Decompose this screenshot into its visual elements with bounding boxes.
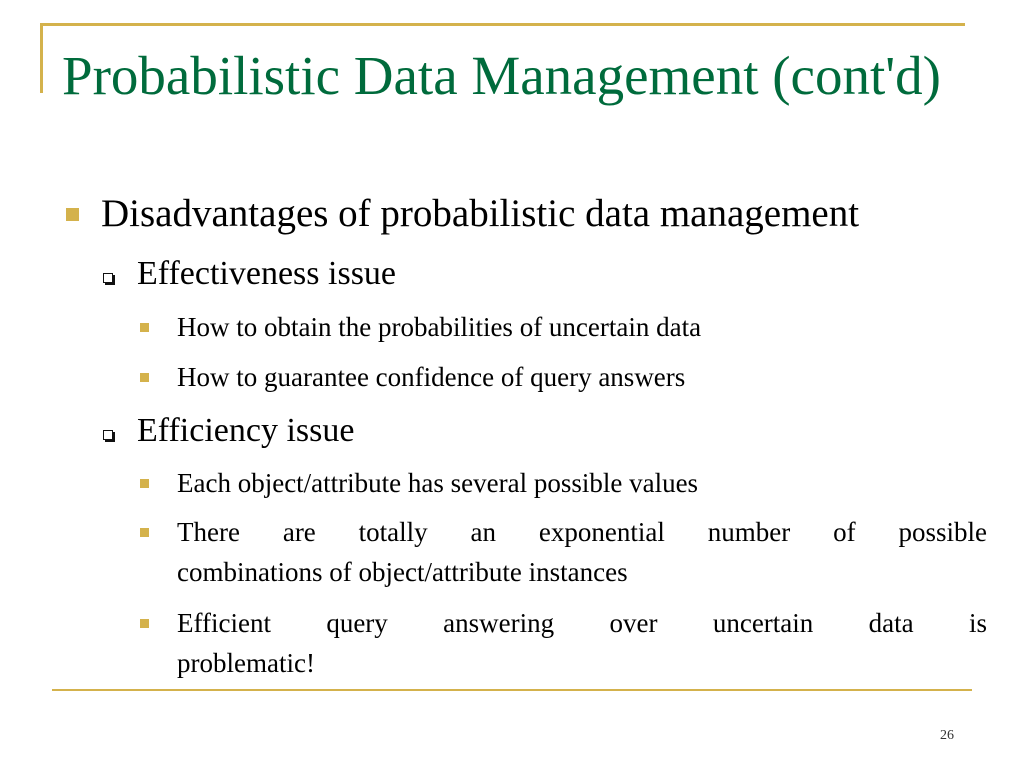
- bullet-square-icon: [66, 208, 79, 221]
- bullet-square-icon: [140, 528, 149, 537]
- bullet-guarantee-confidence: How to guarantee confidence of query answers: [177, 362, 686, 392]
- bullet-efficient-query-answering: [177, 603, 987, 683]
- bullet-disadvantages: Disadvantages of probabilistic data management: [101, 192, 860, 235]
- title-frame-left-rule: [40, 23, 43, 93]
- page-number: 26: [940, 728, 954, 743]
- bullet-exponential-combinations: [177, 512, 987, 592]
- slide-title: Probabilistic Data Management (cont'd): [62, 45, 941, 106]
- title-frame-top-rule: [40, 23, 965, 26]
- bullet-exponential-line-1: There are totally an exponential number of possible: [177, 517, 987, 547]
- bullet-efficient-line-2: problematic!: [177, 648, 315, 678]
- bullet-exponential-line-2: combinations of object/attribute instances: [177, 557, 628, 587]
- bullet-obtain-probabilities: How to obtain the probabilities of uncertain data: [177, 312, 702, 342]
- bullet-possible-values: Each object/attribute has several possible values: [177, 468, 699, 498]
- bullet-effectiveness-issue: Effectiveness issue: [137, 255, 397, 292]
- bullet-square-icon: [140, 619, 149, 628]
- bullet-efficient-line-1: Efficient query answering over uncertain data is: [177, 608, 987, 638]
- bullet-square-icon: [140, 373, 149, 382]
- bullet-square-icon: [140, 479, 149, 488]
- hollow-square-bullet-icon: [103, 430, 113, 440]
- footer-rule: [52, 689, 972, 691]
- hollow-square-bullet-icon: [103, 273, 113, 283]
- bullet-efficiency-issue: Efficiency issue: [137, 412, 355, 449]
- bullet-square-icon: [140, 323, 149, 332]
